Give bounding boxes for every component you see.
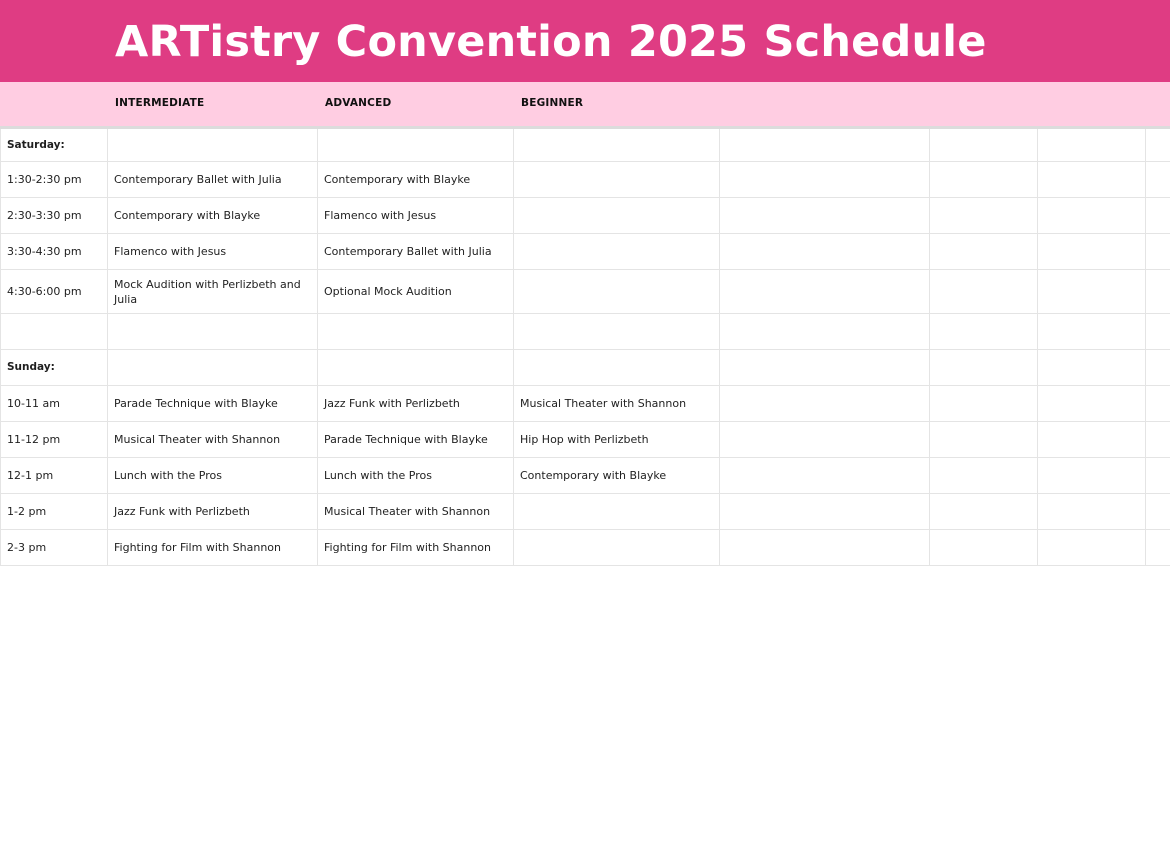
empty-cell[interactable] [930, 129, 1038, 161]
beginner-cell[interactable] [514, 270, 720, 313]
empty-cell[interactable] [1038, 530, 1146, 565]
intermediate-cell[interactable]: Fighting for Film with Shannon [108, 530, 318, 565]
schedule-row [0, 314, 1170, 350]
empty-cell[interactable] [1038, 494, 1146, 529]
column-header-beginner: BEGINNER [521, 97, 584, 109]
beginner-cell[interactable] [514, 530, 720, 565]
empty-cell[interactable] [1038, 386, 1146, 421]
time-cell[interactable]: 1:30-2:30 pm [0, 162, 108, 197]
time-cell[interactable]: 2-3 pm [0, 530, 108, 565]
empty-cell[interactable] [1038, 458, 1146, 493]
advanced-cell[interactable]: Parade Technique with Blayke [318, 422, 514, 457]
empty-cell[interactable] [930, 314, 1038, 349]
schedule-row [0, 234, 1170, 270]
empty-cell[interactable] [1146, 314, 1170, 349]
schedule-table [0, 129, 1170, 566]
schedule-row [0, 198, 1170, 234]
intermediate-cell[interactable] [108, 314, 318, 349]
schedule-row [0, 162, 1170, 198]
empty-cell[interactable] [720, 162, 930, 197]
advanced-cell[interactable]: Contemporary with Blayke [318, 162, 514, 197]
empty-cell[interactable] [1146, 270, 1170, 313]
advanced-cell[interactable]: Jazz Funk with Perlizbeth [318, 386, 514, 421]
time-cell[interactable]: 1-2 pm [0, 494, 108, 529]
empty-cell[interactable] [720, 530, 930, 565]
empty-cell[interactable] [720, 270, 930, 313]
empty-cell[interactable] [720, 198, 930, 233]
empty-cell[interactable] [1038, 129, 1146, 161]
beginner-cell[interactable] [514, 314, 720, 349]
empty-cell[interactable] [1146, 129, 1170, 161]
empty-cell[interactable] [930, 198, 1038, 233]
day-label[interactable]: Saturday: [0, 129, 108, 161]
intermediate-cell[interactable] [108, 129, 318, 161]
advanced-cell[interactable]: Optional Mock Audition [318, 270, 514, 313]
empty-cell[interactable] [1146, 198, 1170, 233]
empty-cell[interactable] [1146, 422, 1170, 457]
schedule-row [0, 270, 1170, 314]
intermediate-cell[interactable]: Parade Technique with Blayke [108, 386, 318, 421]
beginner-cell[interactable] [514, 198, 720, 233]
advanced-cell[interactable]: Fighting for Film with Shannon [318, 530, 514, 565]
beginner-cell[interactable]: Contemporary with Blayke [514, 458, 720, 493]
advanced-cell[interactable]: Flamenco with Jesus [318, 198, 514, 233]
empty-cell[interactable] [720, 350, 930, 385]
empty-cell[interactable] [930, 458, 1038, 493]
day-label[interactable]: Sunday: [0, 350, 108, 385]
time-cell[interactable]: 12-1 pm [0, 458, 108, 493]
empty-cell[interactable] [1038, 162, 1146, 197]
empty-cell[interactable] [720, 422, 930, 457]
empty-cell[interactable] [1038, 314, 1146, 349]
empty-cell[interactable] [930, 530, 1038, 565]
column-header-intermediate: INTERMEDIATE [115, 97, 205, 109]
beginner-cell[interactable] [514, 494, 720, 529]
empty-cell[interactable] [720, 314, 930, 349]
schedule-row [0, 530, 1170, 566]
advanced-cell[interactable]: Contemporary Ballet with Julia [318, 234, 514, 269]
beginner-cell[interactable]: Hip Hop with Perlizbeth [514, 422, 720, 457]
page-title: ARTistry Convention 2025 Schedule [115, 17, 987, 67]
empty-cell[interactable] [930, 494, 1038, 529]
intermediate-cell[interactable]: Jazz Funk with Perlizbeth [108, 494, 318, 529]
empty-cell[interactable] [930, 234, 1038, 269]
advanced-cell[interactable]: Lunch with the Pros [318, 458, 514, 493]
advanced-cell[interactable] [318, 129, 514, 161]
intermediate-cell[interactable]: Mock Audition with Perlizbeth and Julia [108, 270, 318, 313]
empty-cell[interactable] [720, 386, 930, 421]
empty-cell[interactable] [930, 386, 1038, 421]
time-cell[interactable]: 2:30-3:30 pm [0, 198, 108, 233]
time-cell[interactable]: 10-11 am [0, 386, 108, 421]
intermediate-cell[interactable] [108, 350, 318, 385]
title-banner [0, 0, 1170, 82]
empty-cell[interactable] [720, 129, 930, 161]
column-header-advanced: ADVANCED [325, 97, 392, 109]
empty-cell[interactable] [720, 234, 930, 269]
empty-cell[interactable] [1038, 350, 1146, 385]
empty-cell[interactable] [1038, 234, 1146, 269]
empty-cell[interactable] [1038, 422, 1146, 457]
empty-cell[interactable] [1146, 458, 1170, 493]
intermediate-cell[interactable]: Contemporary with Blayke [108, 198, 318, 233]
empty-cell[interactable] [1038, 198, 1146, 233]
schedule-row [0, 494, 1170, 530]
advanced-cell[interactable]: Musical Theater with Shannon [318, 494, 514, 529]
schedule-row [0, 458, 1170, 494]
day-heading-row [0, 129, 1170, 162]
advanced-cell[interactable] [318, 314, 514, 349]
beginner-cell[interactable] [514, 129, 720, 161]
schedule-row [0, 386, 1170, 422]
empty-cell[interactable] [1146, 350, 1170, 385]
empty-cell[interactable] [1146, 162, 1170, 197]
advanced-cell[interactable] [318, 350, 514, 385]
empty-cell[interactable] [930, 162, 1038, 197]
beginner-cell[interactable]: Musical Theater with Shannon [514, 386, 720, 421]
empty-cell[interactable] [1146, 530, 1170, 565]
intermediate-cell[interactable]: Musical Theater with Shannon [108, 422, 318, 457]
beginner-cell[interactable] [514, 162, 720, 197]
empty-cell[interactable] [930, 422, 1038, 457]
time-cell[interactable] [0, 314, 108, 349]
empty-cell[interactable] [1038, 270, 1146, 313]
empty-cell[interactable] [1146, 234, 1170, 269]
day-heading-row [0, 350, 1170, 386]
intermediate-cell[interactable]: Contemporary Ballet with Julia [108, 162, 318, 197]
empty-cell[interactable] [720, 458, 930, 493]
beginner-cell[interactable] [514, 350, 720, 385]
intermediate-cell[interactable]: Lunch with the Pros [108, 458, 318, 493]
empty-cell[interactable] [1146, 494, 1170, 529]
empty-cell[interactable] [930, 350, 1038, 385]
empty-cell[interactable] [1146, 386, 1170, 421]
time-cell[interactable]: 3:30-4:30 pm [0, 234, 108, 269]
intermediate-cell[interactable]: Flamenco with Jesus [108, 234, 318, 269]
empty-cell[interactable] [930, 270, 1038, 313]
time-cell[interactable]: 4:30-6:00 pm [0, 270, 108, 313]
beginner-cell[interactable] [514, 234, 720, 269]
empty-cell[interactable] [720, 494, 930, 529]
schedule-row [0, 422, 1170, 458]
time-cell[interactable]: 11-12 pm [0, 422, 108, 457]
